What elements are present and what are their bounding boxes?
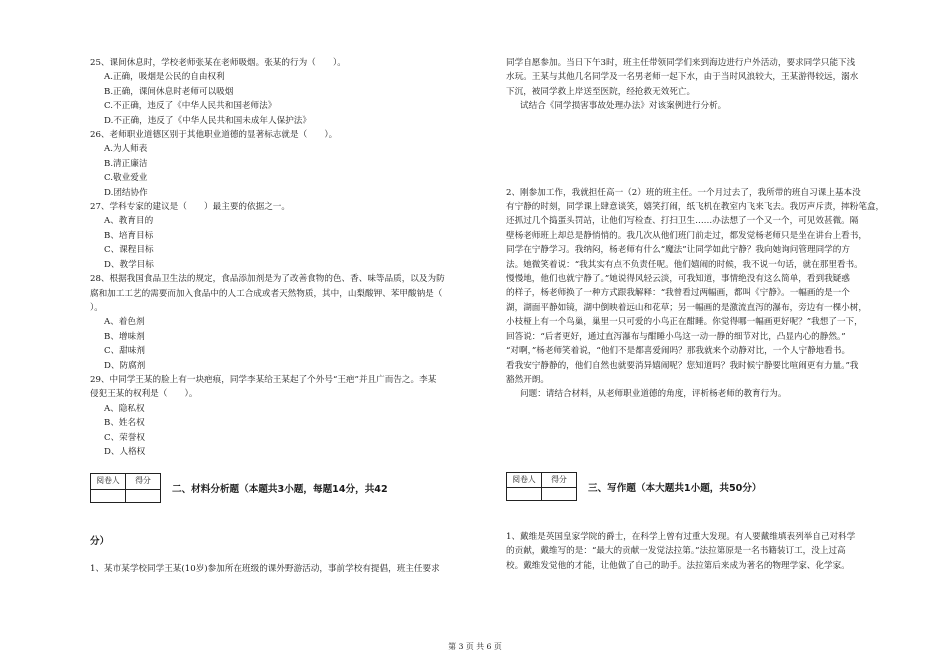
material-2-line-1: 2、刚参加工作，我就担任高一（2）班的班主任。一个月过去了，我所带的班自习课上基本没 bbox=[506, 187, 861, 198]
material-2-line-14: 豁然开朗。 bbox=[506, 374, 549, 385]
material-2-line-12: “对啊，”杨老师笑着说，“他们不是都喜爱闹吗？那我就来个动静对比，一个人宁静地看书。 bbox=[506, 346, 851, 357]
writing-line-2: 的贡献，戴维写的是：“最大的贡献一发觉法拉第。”法拉第原是一名书籍装订工，没上过高 bbox=[506, 546, 846, 557]
score-box bbox=[506, 472, 577, 501]
q26-option-b: B.清正廉洁 bbox=[104, 158, 148, 169]
material-1-cont-1: 同学自愿参加。当日下午3时，班主任带领同学们来到海边进行户外活动，要求同学只能下浅 bbox=[506, 58, 856, 68]
q29-option-a: A、隐私权 bbox=[104, 403, 145, 414]
material-2-line-8: 的样子，杨老师换了一种方式跟我解释：“我曾看过两幅画，都叫《宁静》。一幅画的是一个 bbox=[506, 288, 850, 299]
q28-stem-line-1: 28、根据我国食品卫生法的规定，食品添加剂是为了改善食物的色、香、味等品质，以及为防 bbox=[90, 274, 445, 285]
material-2-line-7: 慢慢地，他们也就宁静了。”她说得风轻云淡，可我知道，事情绝没有这么简单，看到我疑惑 bbox=[506, 274, 850, 285]
q27-option-c: C、课程目标 bbox=[104, 245, 154, 256]
material-2-line-13: 看我安宁静静的，他们自然也就要消异嬉闹呢？您知道吗？我时候宁静要比喧闹更有力量。”我 bbox=[506, 360, 859, 371]
material-2-line-5: 同学在宁静学习。我纳闷，杨老师有什么“魔法”让同学如此宁静？我向她询问管理同学的方 bbox=[506, 245, 850, 256]
material-2-line-11: 回答说：“后者更好，通过直泻瀑布与酣睡小鸟这一动一静的细节对比，凸显内心的静然。” bbox=[506, 331, 846, 342]
material-1-cont-2: 水玩。王某与其他几名同学及一名男老师一起下水，由于当时风浪较大，王某游得较远，溺水 bbox=[506, 72, 859, 83]
q29-option-d: D、人格权 bbox=[104, 446, 146, 457]
score-cell bbox=[542, 488, 577, 501]
writing-line-3: 校。戴维发觉他的才能，让他做了自己的助手。法拉第后来成为著名的物理学家、化学家。 bbox=[506, 560, 850, 571]
q27-option-a: A、教育目的 bbox=[104, 216, 154, 227]
section-2-title: 二、材料分析题（本题共3小题，每题14分，共42 bbox=[172, 484, 388, 496]
section-3-header bbox=[506, 472, 902, 504]
q27-option-d: D、教学目标 bbox=[104, 259, 154, 270]
material-1-line-1: 1、某市某学校同学王某(10岁)参加所在班级的课外野游活动，事前学校有提倡，班主任要求 bbox=[90, 563, 440, 574]
material-2-line-10: 小枝桠上有一个鸟巢，巢里一只可爱的小鸟正在酣睡。你觉得哪一幅画更好呢？”我想了一下， bbox=[506, 317, 863, 328]
q29-stem-line-2: 侵犯王某的权利是（ ）。 bbox=[90, 389, 198, 400]
page-number: 第 3 页 共 6 页 bbox=[448, 642, 502, 651]
q25-option-b: B.正确，课间休息时老师可以吸烟 bbox=[104, 86, 234, 97]
q27-stem: 27、学科专家的建议是（ ）最主要的依据之一。 bbox=[90, 202, 290, 213]
q29-option-c: C、荣誉权 bbox=[104, 432, 145, 443]
section-2-header bbox=[90, 473, 490, 505]
reviewer-label: 阅卷人 bbox=[507, 472, 542, 487]
material-2-line-4: 壁杨老师班上却总是静悄悄的。我几次从他们班门前走过，都发觉杨老师只是坐在讲台上看书， bbox=[506, 230, 867, 241]
material-2-line-9: 湖，湖面平静如镜，湖中倒映着远山和花草；另一幅画的是激流直泻的瀑布，旁边有一棵小树， bbox=[506, 302, 867, 313]
q28-option-c: C、甜味剂 bbox=[104, 346, 145, 357]
right-column bbox=[506, 56, 902, 573]
q28-option-d: D、防腐剂 bbox=[104, 360, 146, 371]
material-1-question: 试结合《同学损害事故处理办法》对该案例进行分析。 bbox=[520, 101, 727, 112]
material-2-line-2: 有宁静的时刻，同学课上肆意谈笑，嬉笑打闹，纸飞机在教室内飞来飞去。我厉声斥责，摔粉笔盒， bbox=[506, 202, 885, 213]
q26-option-a: A.为人师表 bbox=[104, 144, 148, 155]
q28-option-a: A、着色剂 bbox=[104, 317, 145, 328]
reviewer-cell bbox=[91, 489, 126, 502]
q25-option-c: C.不正确，违反了《中华人民共和国老师法》 bbox=[104, 101, 277, 112]
score-box bbox=[90, 473, 161, 502]
q25-option-d: D.不正确，违反了《中华人民共和国未成年人保护法》 bbox=[104, 115, 311, 126]
score-label: 得分 bbox=[542, 472, 577, 487]
q25-option-a: A.正确，吸烟是公民的自由权利 bbox=[104, 72, 225, 83]
material-1-cont-3: 下沉，被同学救上岸送至医院，经抢救无效死亡。 bbox=[506, 86, 696, 97]
q26-option-d: D.团结协作 bbox=[104, 187, 148, 198]
reviewer-label: 阅卷人 bbox=[91, 474, 126, 489]
q26-option-c: C.敬业爱业 bbox=[104, 173, 148, 184]
q26-stem: 26、老师职业道德区别于其他职业道德的显著标志就是（ ）。 bbox=[90, 130, 338, 141]
section-2-title-cont: 分） bbox=[90, 536, 110, 548]
q27-option-b: B、培育目标 bbox=[104, 230, 154, 241]
material-2-line-3: 还抓过几个捣蛋头罚站，让他们写检查、打扫卫生……办法想了一个又一个，可见效甚微。隔 bbox=[506, 216, 859, 227]
q28-stem-line-3: ）。 bbox=[90, 302, 103, 313]
q28-stem-line-2: 腐和加工工艺的需要而加入食品中的人工合成或者天然物质，其中，山梨酸钾、苯甲酸钠是（ bbox=[90, 288, 443, 299]
score-label: 得分 bbox=[126, 474, 161, 489]
q28-option-b: B、增味剂 bbox=[104, 331, 145, 342]
section-3-title: 三、写作题（本大题共1小题，共50分） bbox=[588, 482, 762, 494]
reviewer-cell bbox=[507, 488, 542, 501]
material-2-line-6: 法。她微笑着说：“我其实有点不负责任呢。他们嬉闹的时候，我不说一句话，就在那里看书。 bbox=[506, 259, 863, 270]
writing-line-1: 1、戴维是英国皇家学院的爵士，在科学上曾有过重大发现。有人要戴维填表列举自己对科学 bbox=[506, 531, 856, 542]
material-2-question: 问题：请结合材料，从老师职业道德的角度，评析杨老师的教育行为。 bbox=[520, 389, 787, 400]
left-column bbox=[90, 56, 490, 576]
q29-stem-line-1: 29、中同学王某的脸上有一块疤痕，同学李某给王某起了个外号“王疤”并且广而告之。李某 bbox=[90, 374, 437, 385]
q29-option-b: B、姓名权 bbox=[104, 418, 145, 429]
q25-stem: 25、课间休息时，学校老师张某在老师吸烟。张某的行为（ ）。 bbox=[90, 58, 346, 68]
score-cell bbox=[126, 489, 161, 502]
